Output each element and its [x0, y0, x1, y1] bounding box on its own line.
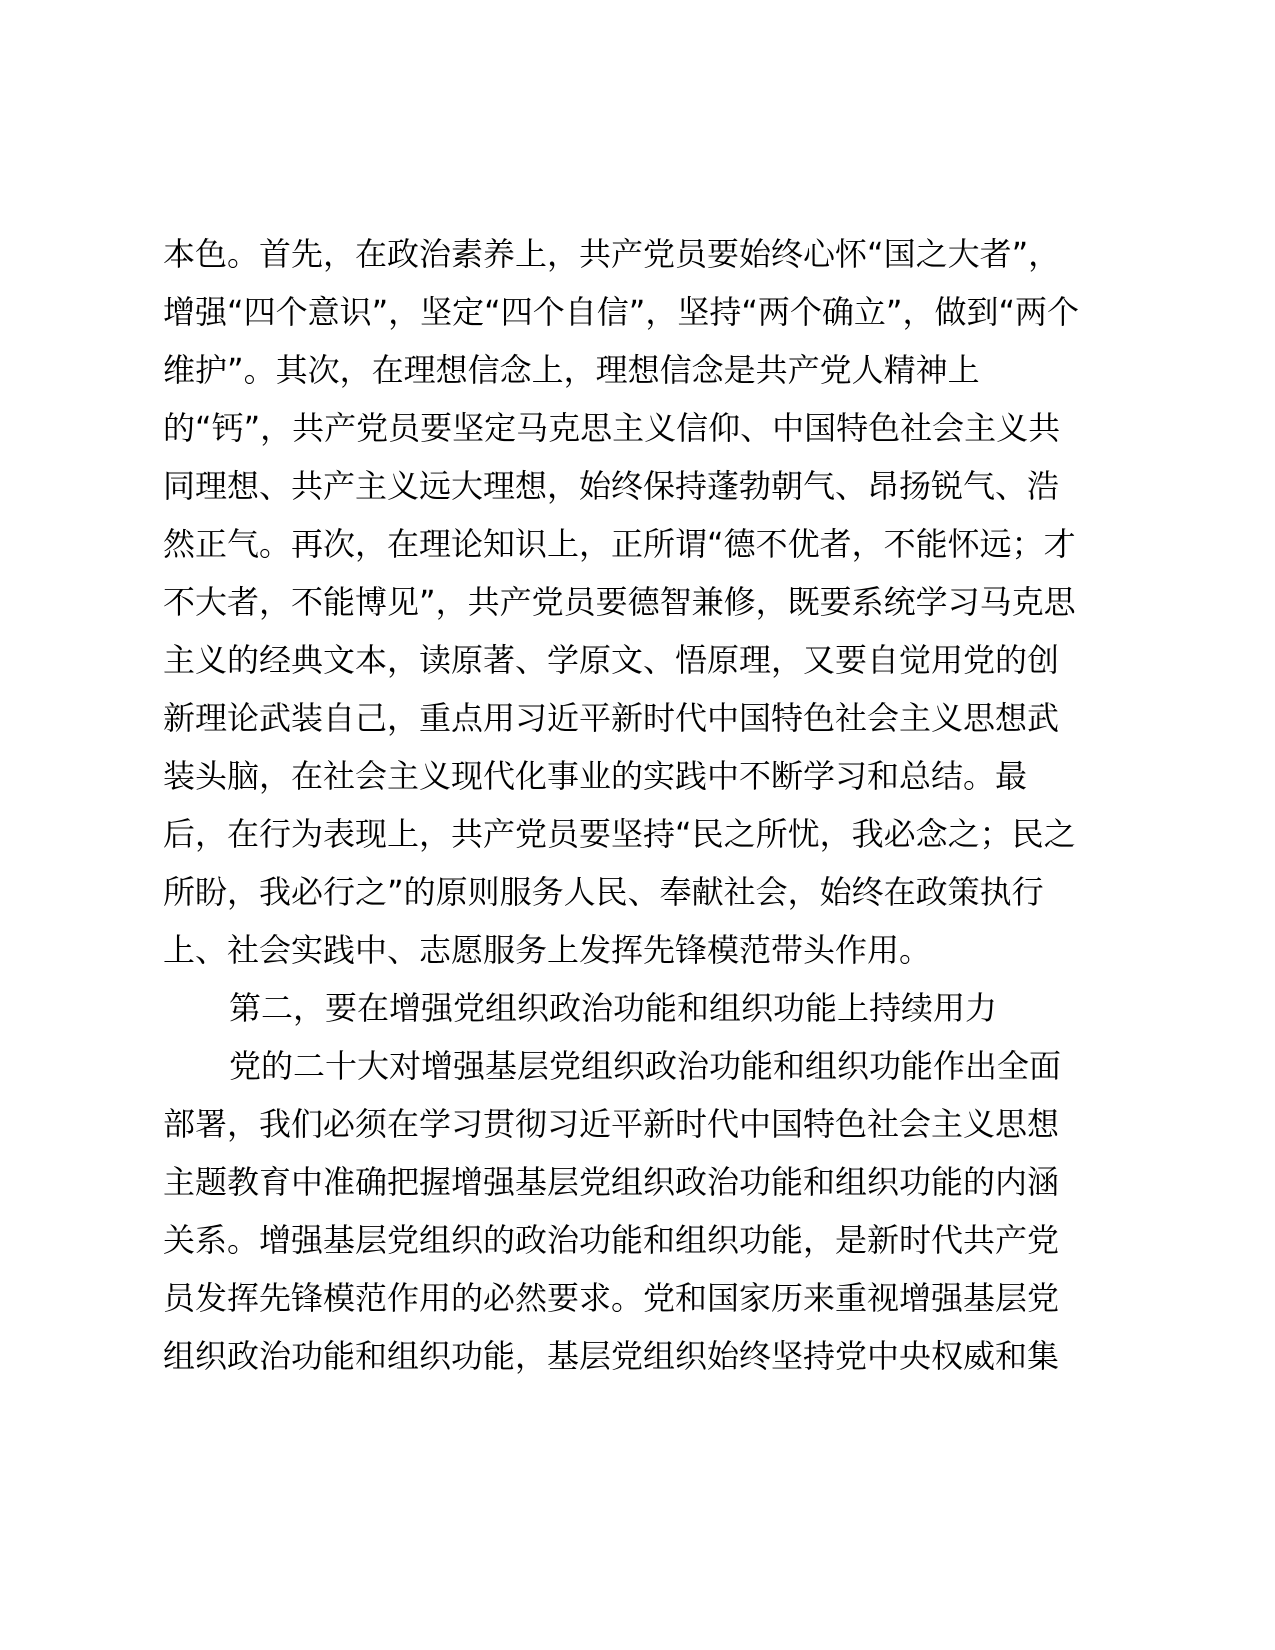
text-line: 装头脑，在社会主义现代化事业的实践中不断学习和总结。最: [163, 757, 1028, 795]
section-heading: 第二，要在增强党组织政治功能和组织功能上持续用力: [229, 989, 998, 1027]
text-line: 部署，我们必须在学习贯彻习近平新时代中国特色社会主义思想: [163, 1105, 1060, 1143]
document-body: [163, 225, 1123, 1385]
text-line: 维护”。其次，在理想信念上，理想信念是共产党人精神上: [163, 351, 980, 389]
text-line: 同理想、共产主义远大理想，始终保持蓬勃朝气、昂扬锐气、浩: [163, 467, 1060, 505]
text-line: 上、社会实践中、志愿服务上发挥先锋模范带头作用。: [163, 931, 932, 969]
text-line: 组织政治功能和组织功能，基层党组织始终坚持党中央权威和集: [163, 1337, 1060, 1375]
text-line: 主义的经典文本，读原著、学原文、悟原理，又要自觉用党的创: [163, 641, 1060, 679]
text-line: 后，在行为表现上，共产党员要坚持“民之所忧，我必念之；民之: [163, 815, 1076, 853]
text-line: 本色。首先，在政治素养上，共产党员要始终心怀“国之大者”，: [163, 235, 1061, 273]
text-line: 增强“四个意识”，坚定“四个自信”，坚持“两个确立”，做到“两个: [163, 293, 1080, 331]
text-line: 不大者，不能博见”，共产党员要德智兼修，既要系统学习马克思: [163, 583, 1076, 621]
text-line: 员发挥先锋模范作用的必然要求。党和国家历来重视增强基层党: [163, 1279, 1060, 1317]
text-line: 的“钙”，共产党员要坚定马克思主义信仰、中国特色社会主义共: [163, 409, 1061, 447]
text-line: 新理论武装自己，重点用习近平新时代中国特色社会主义思想武: [163, 699, 1060, 737]
text-line: 然正气。再次，在理论知识上，正所谓“德不优者，不能怀远；才: [163, 525, 1076, 563]
text-line: 所盼，我必行之”的原则服务人民、奉献社会，始终在政策执行: [163, 873, 1044, 911]
paragraph-first-line: 党的二十大对增强基层党组织政治功能和组织功能作出全面: [229, 1047, 1062, 1085]
text-line: 关系。增强基层党组织的政治功能和组织功能，是新时代共产党: [163, 1221, 1060, 1259]
text-line: 主题教育中准确把握增强基层党组织政治功能和组织功能的内涵: [163, 1163, 1060, 1201]
